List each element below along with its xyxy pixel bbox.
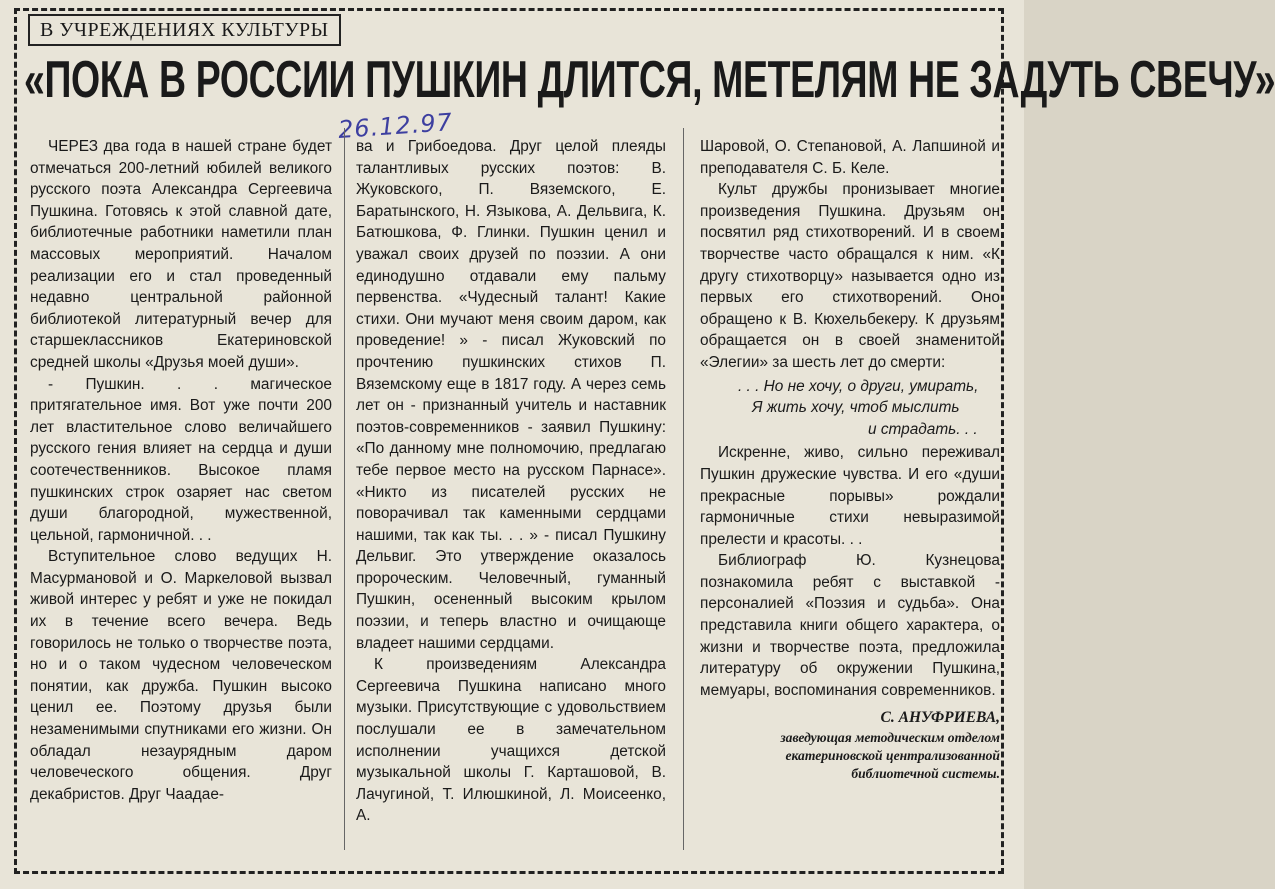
handwritten-date: 26.12.97: [337, 108, 454, 144]
section-rubric: В УЧРЕЖДЕНИЯХ КУЛЬТУРЫ: [28, 14, 341, 46]
paragraph: Культ дружбы пронизывает многие произведения Пушкина. Друзьям он посвятил ряд стихотворений. И в своем творчестве часто обращался к ним. «К другу стихотворцу» называется одно из первых его стихотворений. Оно обращено к В. Кюхельбекеру. К друзьям обращается он в своей знаменитой «Элегии» за шесть лет до смерти:: [700, 181, 1000, 371]
paragraph: К произведениям Александра Сергеевича Пушкина написано много музыки. Присутствующие с удовольствием послушали ее в замечательном исполнении учащихся детской музыкальной школы Г. Карташовой, В. Лачугиной, Т. Илюшкиной, Л. Моисеенко, А.: [356, 656, 666, 825]
column-divider-2: [683, 128, 684, 850]
article-headline: «ПОКА В РОССИИ ПУШКИН ДЛИТСЯ, МЕТЕЛЯМ НЕ ЗАДУТЬ СВЕЧУ»: [24, 51, 1275, 109]
article-column-2: [356, 136, 666, 827]
author-position: екатериновской централизованной: [785, 748, 1000, 764]
poem-line: Я жить хочу, чтоб мыслить: [752, 399, 960, 417]
paragraph: - Пушкин. . . магическое притягательное имя. Вот уже почти 200 лет властительное слово величайшего русского гения влияет на сердца и души соотечественников. Высокое пламя пушкинских строк озаряет нас светом души благородной, мужественной, цельной, гармоничной. . .: [30, 375, 332, 544]
article-column-1: [30, 136, 332, 805]
article-column-3: [700, 136, 1000, 783]
paragraph: Шаровой, О. Степановой, А. Лапшиной и преподавателя С. Б. Келе.: [700, 138, 1000, 177]
poem-line: и страдать. . .: [868, 420, 978, 438]
paragraph: ЧЕРЕЗ два года в нашей стране будет отмечаться 200-летний юбилей великого русского поэта Александра Сергеевича Пушкина. Готовясь к этой славной дате, библиотечные работники наметили план массовых мероприятий. Началом реализации его и стал проведенный недавно центральной районной библиотекой литературный вечер для старшеклассников Екатериновской средней школы «Друзья моей души».: [30, 138, 332, 371]
paragraph: Искренне, живо, сильно переживал Пушкин дружеские чувства. И его «души прекрасные порывы» рождали гармоничные стихи невыразимой прелести и красоты. . .: [700, 444, 1000, 548]
author-position: библиотечной системы.: [851, 766, 1000, 782]
poem-quote: [700, 376, 1000, 441]
poem-line: . . . Но не хочу, о други, умирать,: [738, 377, 979, 395]
paragraph: Библиограф Ю. Кузнецова познакомила ребят с выставкой - персоналией «Поэзия и судьба». Она представила книги общего характера, о жизни и творчестве поэта, предложила литературу об окружении Пушкина, мемуары, воспоминания современников.: [700, 552, 1000, 699]
paragraph: ва и Грибоедова. Друг целой плеяды талантливых русских поэтов: В. Жуковского, П. Вяземского, Е. Баратынского, Н. Языкова, А. Дельвига, К. Батюшкова, Ф. Глинки. Пушкин ценил и уважал своих друзей по поэзии. А они единодушно отдавали ему пальму первенства. «Чудесный талант! Какие стихи. Они мучают меня своим даром, как проведение! » - писал Жуковский по прочтению пушкинских стихов П. Вяземскому еще в 1817 году. А через семь лет он - признанный учитель и наставник поэтов-современников - заявил Пушкину: «По данному мне полномочию, предлагаю тебе первое место на русском Парнасе». «Никто из писателей русских не поворачивал так каменными сердцами нашими, так как ты. . . » - писал Пушкину Дельвиг. Это утверждение оказалось пророческим. Человечный, гуманный Пушкин, осененный высоким крылом поэзии, и теперь властно и очищающе владеет нашими сердцами.: [356, 138, 666, 652]
paragraph: Вступительное слово ведущих Н. Масурмановой и О. Маркеловой вызвал живой интерес у ребят и уже не покидал их в течение всего вечера. Ведь говорилось не только о творчестве поэта, но и о таком чудесном человеческом понятии, как дружба. Пушкин высоко ценил ее. Поэтому друзья были незаменимыми спутниками его жизни. Он обладал незаурядным даром человеческого общения. Друг декабристов. Друг Чаадае-: [30, 548, 332, 803]
author-name: С. АНУФРИЕВА,: [880, 709, 1000, 727]
column-divider-1: [344, 128, 345, 850]
author-position: заведующая методическим отделом: [780, 730, 1000, 746]
